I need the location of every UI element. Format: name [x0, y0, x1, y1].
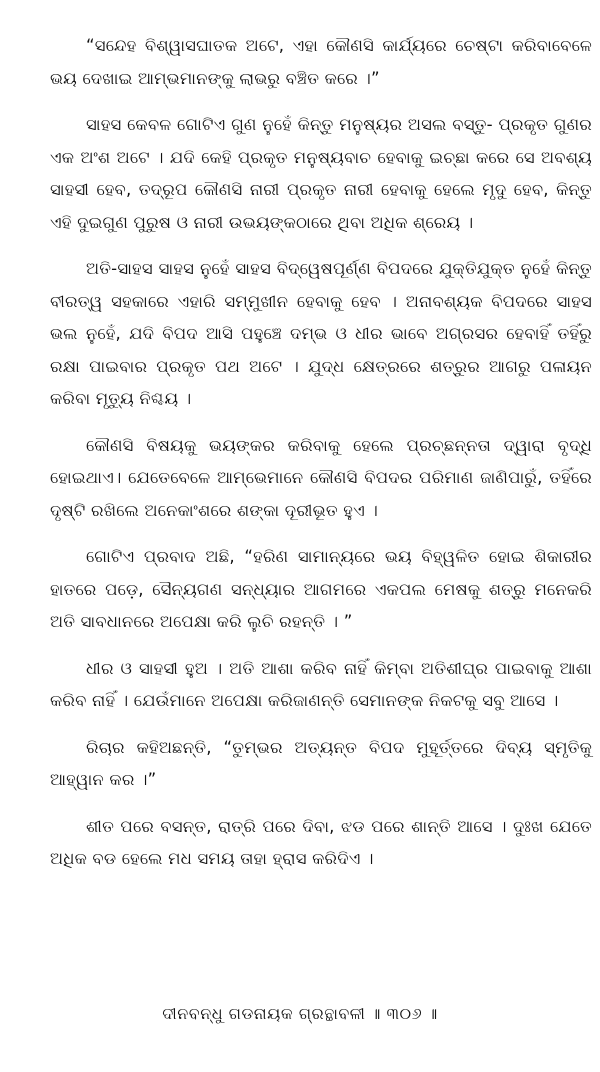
paragraph-seasons: ଶୀତ ପରେ ବସନ୍ତ, ରାତ୍ରି ପରେ ଦିବା, ଝଡ ପରେ ଶାନ୍ତି ଆସେ । ଦୁଃଖ ଯେତେ ଅଧିକ ବଡ ହେଲେ ମଧ ସମୟ ତାହା ହ୍ରାସ କରିଦିଏ । — [50, 816, 592, 868]
paragraph-fear: କୌଣସି ବିଷୟକୁ ଭୟଙ୍କର କରିବାକୁ ହେଲେ ପ୍ରଚ୍ଛନ୍ନତା ଦ୍ୱାରା ବୃଦ୍ଧି ହୋଇଥାଏ। ଯେତେବେଳେ ଆମ୍ଭେମାନେ କୌଣସି ବିପଦର ପରିମାଣ ଜାଣିପାରୁଁ, ତହିଁରେ ଦୃଷ୍ଟି ରଖିଲେ ଅନେକାଂଶରେ ଶଙ୍କା ଦୂରୀଭୂତ ହୁଏ । — [50, 435, 592, 520]
body-text — [50, 30, 592, 890]
paragraph-courage: ସାହସ କେବଳ ଗୋଟିଏ ଗୁଣ ନୁହେଁ କିନ୍ତୁ ମନୁଷ୍ୟର ଅସଲ ବସ୍ତୁ- ପ୍ରକୃତ ଗୁଣର ଏକ ଅଂଶ ଅଟେ । ଯଦି କେହି ପ୍ରକୃତ ମନୁଷ୍ୟବାଚ ହେବାକୁ ଇଚ୍ଛା କରେ ସେ ଅବଶ୍ୟ ସାହସୀ ହେବ, ତଦ୍ରୂପ କୌଣସି ନାରୀ ପ୍ରକୃତ ନାରୀ ହେବାକୁ ହେଲେ ମୃଦୁ ହେବ, କିନ୍ତୁ ଏହି ଦୁଇଗୁଣ ପୁରୁଷ ଓ ନାରୀ ଉଭୟଙ୍କଠାରେ ଥିବା ଅଧିକ ଶ୍ରେୟ । — [50, 115, 592, 232]
paragraph-patience: ଧୀର ଓ ସାହସୀ ହୁଅ । ଅତି ଆଶା କରିବ ନାହିଁ କିମ୍ବା ଅତିଶୀଘ୍ର ପାଇବାକୁ ଆଶା କରିବ ନାହିଁ । ଯେଉଁମାନେ ଅପେକ୍ଷା କରିଜାଣନ୍ତି ସେମାନଙ୍କ ନିକଟକୁ ସବୁ ଆସେ । — [50, 658, 592, 710]
paragraph-quote-doubt: “ସନ୍ଦେହ ବିଶ୍ୱାସଘାତକ ଅଟେ, ଏହା କୌଣସି କାର୍ଯ୍ୟରେ ଚେଷ୍ଟା କରିବାବେଳେ ଭୟ ଦେଖାଇ ଆମ୍ଭମାନଙ୍କୁ ଲାଭରୁ ବଞ୍ଚିତ କରେ ।” — [50, 36, 592, 88]
paragraph-proverb: ଗୋଟିଏ ପ୍ରବାଦ ଅଛି, “ହରିଣ ସାମାନ୍ୟରେ ଭୟ ବିହ୍ୱଳିତ ହୋଇ ଶିକାରୀର ହାତରେ ପଡ଼େ, ସୈନ୍ୟଗଣ ସନ୍ଧ୍ୟାର ଆଗମରେ ଏକପଲ ମେଷକୁ ଶତ୍ରୁ ମନେକରି ଅତି ସାବଧାନରେ ଅପେକ୍ଷା କରି ଲୁଚି ରହନ୍ତି । ” — [50, 547, 592, 631]
paragraph-richter-quote: ରିଚାର କହିଅଛନ୍ତି, “ତୁମ୍ଭର ଅତ୍ୟନ୍ତ ବିପଦ ମୁହୂର୍ତ୍ତରେ ଦିବ୍ୟ ସ୍ମୃତିକୁ ଆହ୍ୱାନ କର ।” — [50, 737, 592, 789]
paragraph-over-courage: ଅତି-ସାହସ ସାହସ ନୁହେଁ ସାହସ ବିଦ୍ୱେଷପୂର୍ଣ୍ଣ ବିପଦରେ ଯୁକ୍ତିଯୁକ୍ତ ନୁହେଁ କିନ୍ତୁ ବୀରତ୍ୱ ସହକାରେ ଏହାରି ସମ୍ମୁଖୀନ ହେବାକୁ ହେବ । ଅନାବଶ୍ୟକ ବିପଦରେ ସାହସ ଭଲ ନୁହେଁ, ଯଦି ବିପଦ ଆସି ପହୁଞ୍ଚେ ଦମ୍ଭ ଓ ଧୀର ଭାବେ ଅଗ୍ରସର ହେବାହିଁ ତହିଁରୁ ରକ୍ଷା ପାଇବାର ପ୍ରକୃତ ପଥ ଅଟେ । ଯୁଦ୍ଧ କ୍ଷେତ୍ରରେ ଶତ୍ରୁର ଆଗରୁ ପଳାୟନ କରିବା ମୃତ୍ୟୁ ନିଶ୍ଚୟ । — [50, 259, 592, 408]
page-footer: ଦୀନବନ୍ଧୁ ଗଡନାୟକ ଗ୍ରନ୍ଥାବଳୀ ॥ ୩୦୬ ॥ — [162, 1004, 438, 1023]
